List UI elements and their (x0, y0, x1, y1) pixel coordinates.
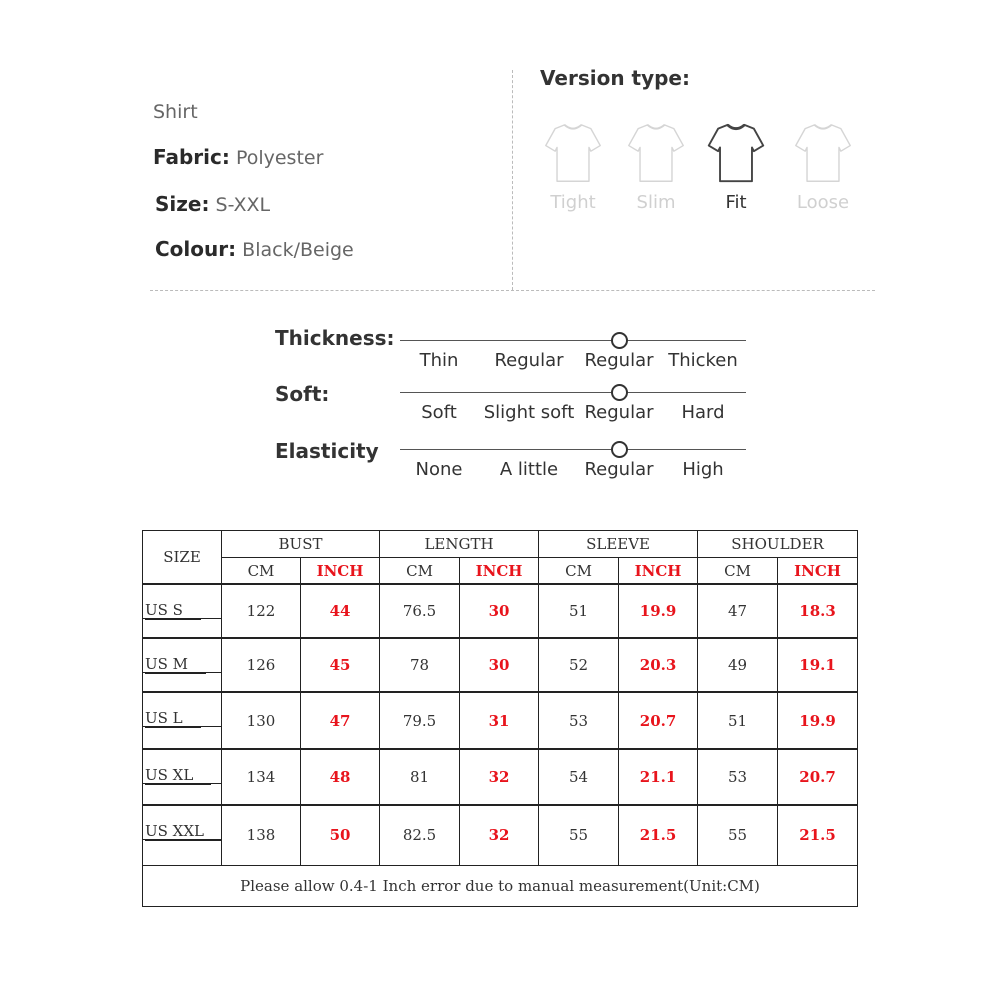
size-cell (143, 749, 222, 805)
cm-value-cell: 47 (698, 584, 778, 638)
inch-value-cell: 20.7 (619, 692, 698, 749)
cm-value-cell: 78 (380, 638, 460, 692)
version-type-title: Version type: (540, 66, 690, 90)
inch-value-cell: 50 (301, 805, 380, 865)
size-cell (143, 805, 222, 865)
scale-title: Elasticity (275, 439, 379, 463)
cm-value-cell: 122 (222, 584, 301, 638)
size-underline (143, 839, 221, 840)
size-value: S-XXL (215, 194, 271, 216)
cm-value-cell: 52 (539, 638, 619, 692)
cm-value-cell: 55 (539, 805, 619, 865)
inch-value-cell: 21.1 (619, 749, 698, 805)
scale-track (400, 449, 746, 450)
tshirt-icon (792, 122, 854, 186)
scale-marker (611, 441, 628, 458)
inch-value-cell: 21.5 (619, 805, 698, 865)
table-header-row (143, 531, 858, 558)
inch-value-cell: 32 (460, 749, 539, 805)
cm-value-cell: 79.5 (380, 692, 460, 749)
cm-value-cell: 49 (698, 638, 778, 692)
cm-value-cell: 81 (380, 749, 460, 805)
unit-inch: INCH (460, 558, 539, 585)
colour-label: Colour (155, 237, 229, 261)
scale-title: Soft: (275, 382, 330, 406)
scale-title: Thickness: (275, 326, 395, 350)
tshirt-icon (705, 122, 767, 186)
unit-cm: CM (539, 558, 619, 585)
scale-track (400, 340, 746, 341)
table-note-row (143, 865, 858, 906)
table-row (143, 584, 858, 638)
cm-value-cell: 55 (698, 805, 778, 865)
cm-value-cell: 130 (222, 692, 301, 749)
cm-value-cell: 134 (222, 749, 301, 805)
scale-marker (611, 384, 628, 401)
cm-value-cell: 126 (222, 638, 301, 692)
fabric-value: Polyester (235, 147, 324, 169)
size-name: US S (145, 601, 201, 620)
inch-value-cell: 47 (301, 692, 380, 749)
cm-value-cell: 54 (539, 749, 619, 805)
scale-option-label: Thicken (668, 350, 738, 371)
inch-value-cell: 21.5 (778, 805, 858, 865)
version-option-fit (703, 122, 769, 213)
inch-value-cell: 44 (301, 584, 380, 638)
version-option-label: Loose (796, 192, 850, 213)
tshirt-icon (625, 122, 687, 186)
size-underline (143, 783, 221, 784)
version-option-slim (623, 122, 689, 213)
size-underline (143, 726, 221, 727)
unit-cm: CM (380, 558, 460, 585)
cm-value-cell: 82.5 (380, 805, 460, 865)
group-header-bust: BUST (222, 531, 380, 558)
scale-option-label: Slight soft (483, 402, 575, 423)
scale-option-label: Regular (584, 350, 654, 371)
size-underline (143, 618, 221, 619)
version-option-tight (540, 122, 606, 213)
cm-value-cell: 51 (539, 584, 619, 638)
inch-value-cell: 20.7 (778, 749, 858, 805)
version-option-label: Fit (725, 192, 747, 213)
inch-value-cell: 31 (460, 692, 539, 749)
inch-value-cell: 30 (460, 638, 539, 692)
scale-option-label: Regular (584, 459, 654, 480)
scale-option-label: A little (499, 459, 559, 480)
group-header-sleeve: SLEEVE (539, 531, 698, 558)
inch-value-cell: 32 (460, 805, 539, 865)
size-line: Size: S-XXL (155, 192, 271, 216)
inch-value-cell: 19.9 (619, 584, 698, 638)
fabric-line: Fabric: Polyester (153, 145, 324, 169)
cm-value-cell: 138 (222, 805, 301, 865)
size-cell (143, 692, 222, 749)
size-label: Size (155, 192, 202, 216)
fabric-label: Fabric (153, 145, 222, 169)
size-name: US L (145, 709, 201, 728)
scale-track (400, 392, 746, 393)
inch-value-cell: 20.3 (619, 638, 698, 692)
table-row (143, 638, 858, 692)
size-name: US M (145, 655, 206, 674)
cm-value-cell: 76.5 (380, 584, 460, 638)
cm-value-cell: 53 (539, 692, 619, 749)
inch-value-cell: 18.3 (778, 584, 858, 638)
group-header-shoulder: SHOULDER (698, 531, 858, 558)
unit-inch: INCH (301, 558, 380, 585)
inch-value-cell: 30 (460, 584, 539, 638)
tshirt-icon (542, 122, 604, 186)
scale-option-label: Thin (419, 350, 459, 371)
cm-value-cell: 53 (698, 749, 778, 805)
colour-value: Black/Beige (242, 239, 354, 261)
table-row (143, 692, 858, 749)
unit-cm: CM (698, 558, 778, 585)
table-row (143, 805, 858, 865)
scale-option-label: Regular (584, 402, 654, 423)
inch-value-cell: 48 (301, 749, 380, 805)
unit-inch: INCH (778, 558, 858, 585)
size-chart-table (142, 530, 858, 907)
size-name: US XL (145, 766, 211, 785)
scale-option-label: Soft (421, 402, 457, 423)
scale-marker (611, 332, 628, 349)
colour-line: Colour: Black/Beige (155, 237, 354, 261)
version-option-loose (790, 122, 856, 213)
size-header: SIZE (143, 531, 222, 585)
size-name: US XXL (145, 822, 222, 841)
version-option-label: Slim (636, 192, 676, 213)
measurement-note: Please allow 0.4-1 Inch error due to manual measurement(Unit:CM) (143, 865, 858, 906)
table-row (143, 749, 858, 805)
scale-option-label: None (415, 459, 463, 480)
version-option-label: Tight (550, 192, 596, 213)
size-cell (143, 584, 222, 638)
size-cell (143, 638, 222, 692)
scale-option-label: High (682, 459, 724, 480)
inch-value-cell: 19.1 (778, 638, 858, 692)
size-underline (143, 672, 221, 673)
unit-cm: CM (222, 558, 301, 585)
horizontal-divider (150, 290, 875, 291)
scale-option-label: Regular (494, 350, 564, 371)
inch-value-cell: 19.9 (778, 692, 858, 749)
product-name: Shirt (153, 101, 198, 123)
cm-value-cell: 51 (698, 692, 778, 749)
inch-value-cell: 45 (301, 638, 380, 692)
vertical-divider (512, 70, 513, 290)
group-header-length: LENGTH (380, 531, 539, 558)
table-unit-row (143, 558, 858, 585)
unit-inch: INCH (619, 558, 698, 585)
scale-option-label: Hard (681, 402, 725, 423)
